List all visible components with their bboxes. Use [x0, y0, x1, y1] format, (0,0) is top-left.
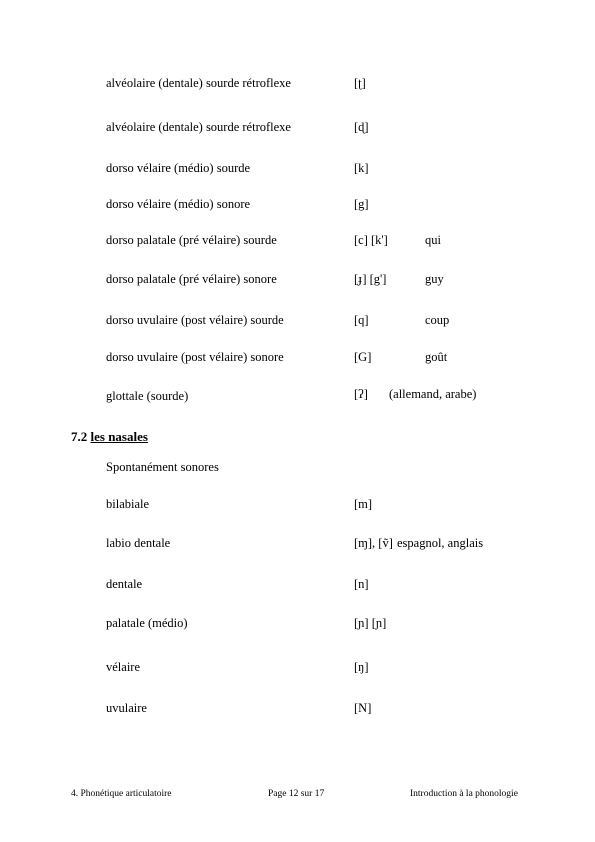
articulation-label: alvéolaire (dentale) sourde rétroflexe — [106, 120, 291, 134]
articulation-label: dorso uvulaire (post vélaire) sonore — [106, 350, 284, 364]
ipa-symbol: [G] — [354, 350, 372, 364]
articulation-label: dorso uvulaire (post vélaire) sourde — [106, 313, 284, 327]
table-row — [0, 159, 595, 177]
section-number: 7.2 — [71, 429, 88, 444]
ipa-symbol: [m] — [354, 497, 373, 511]
table-row — [0, 534, 595, 552]
example-word: goût — [425, 350, 448, 364]
articulation-label: uvulaire — [106, 701, 147, 715]
ipa-symbol: [ŋ] — [354, 660, 369, 674]
footer-course-title: Introduction à la phonologie — [410, 789, 518, 799]
table-row — [0, 386, 595, 404]
articulation-label: dorso vélaire (médio) sourde — [106, 161, 251, 175]
table-row — [0, 74, 595, 92]
ipa-symbol: [k] — [354, 161, 369, 175]
table-row — [0, 311, 595, 329]
ipa-symbol: [ɲ] [ɲ] — [354, 616, 387, 630]
articulation-label: dentale — [106, 577, 143, 591]
ipa-symbol: [q] — [354, 313, 369, 327]
example-word: (allemand, arabe) — [389, 387, 477, 401]
table-row — [0, 231, 595, 249]
table-row — [0, 495, 595, 513]
ipa-symbol: [ɖ] — [354, 120, 369, 134]
example-word: guy — [425, 272, 444, 286]
articulation-label: labio dentale — [106, 536, 171, 550]
section-heading — [71, 428, 148, 446]
articulation-label: dorso vélaire (médio) sonore — [106, 197, 251, 211]
articulation-label: bilabiale — [106, 497, 150, 511]
table-row — [0, 348, 595, 366]
table-row — [0, 658, 595, 676]
table-row — [0, 575, 595, 593]
table-row — [0, 699, 595, 717]
footer-page-number: Page 12 sur 17 — [268, 789, 325, 799]
ipa-symbol: [n] — [354, 577, 369, 591]
section-intro: Spontanément sonores — [106, 460, 219, 474]
articulation-label: vélaire — [106, 660, 141, 674]
ipa-symbol: [ɟ] [g'] — [354, 272, 387, 286]
table-row — [0, 270, 595, 288]
example-word: coup — [425, 313, 450, 327]
ipa-symbol: [c] [k'] — [354, 233, 388, 247]
section-title: les nasales — [90, 429, 148, 444]
ipa-symbol: [ʈ] — [354, 76, 366, 90]
articulation-label: alvéolaire (dentale) sourde rétroflexe — [106, 76, 291, 90]
example-word: espagnol, anglais — [397, 536, 484, 550]
table-row — [0, 614, 595, 632]
ipa-symbol: [ɱ], [ṽ] — [354, 536, 393, 550]
ipa-symbol: [g] — [354, 197, 369, 211]
table-row — [0, 195, 595, 213]
articulation-label: dorso palatale (pré vélaire) sonore — [106, 272, 277, 286]
articulation-label: glottale (sourde) — [106, 389, 189, 403]
ipa-symbol: [N] — [354, 701, 372, 715]
articulation-label: dorso palatale (pré vélaire) sourde — [106, 233, 277, 247]
articulation-label: palatale (médio) — [106, 616, 188, 630]
example-word: qui — [425, 233, 441, 247]
table-row — [0, 118, 595, 136]
footer-chapter: 4. Phonétique articulatoire — [71, 789, 172, 799]
ipa-symbol: [ʔ] — [354, 387, 368, 401]
